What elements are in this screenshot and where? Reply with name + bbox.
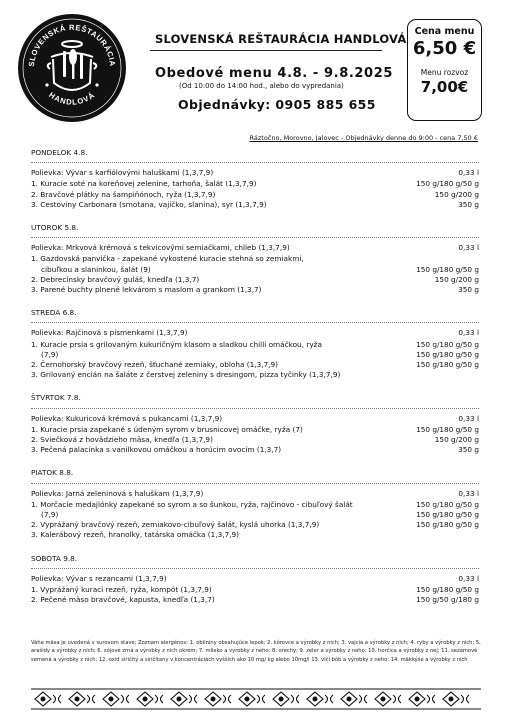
menu-item bbox=[31, 179, 479, 189]
soup-name: Polievka: Rajčinová s písmenkami (1,3,7,9) bbox=[31, 328, 188, 338]
soup-row bbox=[31, 489, 479, 499]
day-section bbox=[31, 553, 479, 606]
menu-item-continued bbox=[31, 350, 479, 360]
item-text: 2. Debrecínsky bravčový guláš, knedľa (1,3,7) bbox=[31, 274, 200, 284]
menu-item bbox=[31, 530, 479, 540]
item-weight: 350 g bbox=[458, 285, 479, 295]
item-text: 3. Pečená palacinka s vanilkovou omáčkou a horúcim ovocím (1,3,7) bbox=[31, 445, 282, 455]
item-text: 1. Gazdovská panvička - zapekané vykostené kuracie stehná so zemiakmi, bbox=[31, 254, 304, 264]
soup-amount: 0,33 l bbox=[458, 168, 479, 178]
item-weight: 150 g/180 g/50 g bbox=[416, 510, 479, 520]
item-weight: 150 g/50 g/180 g bbox=[416, 595, 479, 605]
item-weight: 150 g/180 g/50 g bbox=[416, 264, 479, 274]
restaurant-name: SLOVENSKÁ REŠTAURÁCIA HANDLOVÁ bbox=[155, 32, 407, 46]
day-name: STREDA 6.8. bbox=[31, 308, 479, 323]
menu-item bbox=[31, 200, 479, 210]
item-text: (7,9) bbox=[41, 349, 59, 359]
day-name: SOBOTA 9.8. bbox=[31, 554, 479, 569]
item-weight: 150 g/180 g/50 g bbox=[416, 339, 479, 349]
menu-item bbox=[31, 190, 479, 200]
menu-item bbox=[31, 500, 479, 510]
weekly-menu bbox=[31, 147, 479, 606]
item-weight: 150 g/180 g/50 g bbox=[416, 179, 479, 189]
day-name: UTOROK 5.8. bbox=[31, 223, 479, 238]
soup-name: Polievka: Vývar s karfiólovými haluškami (1,3,7,9) bbox=[31, 168, 214, 178]
day-name: PONDELOK 4.8. bbox=[31, 148, 479, 163]
item-text: cibuľkou a slaninkou, šalát (9) bbox=[41, 264, 151, 274]
soup-row bbox=[31, 414, 479, 424]
soup-row bbox=[31, 168, 479, 178]
menu-item-continued bbox=[31, 265, 479, 275]
restaurant-logo bbox=[17, 13, 127, 123]
item-weight: 150 g/200 g bbox=[434, 435, 479, 445]
menu-item bbox=[31, 360, 479, 370]
soup-amount: 0,33 l bbox=[458, 413, 479, 423]
item-text: 2. Bravčové plátky na šampiňónoch, ryža (1,3,7,9) bbox=[31, 189, 216, 199]
delivery-price-value: 7,00€ bbox=[420, 78, 469, 96]
day-section bbox=[31, 307, 479, 380]
soup-name: Polievka: Kukuricová krémová s pukancami (1,3,7,9) bbox=[31, 413, 223, 423]
item-text: 3. Cestoviny Carbonara (smotana, vajíčko, slanina), syr (1,3,7,9) bbox=[31, 199, 267, 209]
item-text: 2. Sviečková z hovädzieho mäsa, knedľa (1,3,7,9) bbox=[31, 435, 213, 445]
soup-name: Polievka: Vývar s rezancami (1,3,7,9) bbox=[31, 573, 167, 583]
menu-item bbox=[31, 445, 479, 455]
item-text: 3. Parené buchty plnené lekvárom s maslom a grankom (1,3,7) bbox=[31, 285, 262, 295]
item-weight: 150 g/180 g/50 g bbox=[416, 360, 479, 370]
item-weight: 150 g/180 g/50 g bbox=[416, 585, 479, 595]
day-section bbox=[31, 147, 479, 210]
soup-name: Polievka: Mrkvová krémová s tekvicovými semiačkami, chlieb (1,3,7,9) bbox=[31, 243, 290, 253]
menu-item bbox=[31, 340, 479, 350]
hours-note: (Od 10:00 do 14:00 hod., alebo do vypredania) bbox=[179, 82, 344, 90]
header-divider bbox=[150, 50, 382, 51]
delivery-note: Ráztočno, Morovno, Jalovec - Objednávky denne do 9:00 - cena 7,50 € bbox=[249, 134, 478, 142]
item-weight: 150 g/180 g/50 g bbox=[416, 349, 479, 359]
soup-amount: 0,33 l bbox=[458, 573, 479, 583]
item-weight: 350 g bbox=[458, 199, 479, 209]
item-text: 2. Vyprážaný bravčový rezeň, zemiakovo-cibuľový šalát, kyslá uhorka (1,3,7,9) bbox=[31, 520, 320, 530]
menu-item-continued bbox=[31, 510, 479, 520]
logo-ring-bottom-text: HANDLOVÁ bbox=[47, 90, 97, 107]
menu-item bbox=[31, 585, 479, 595]
menu-price-label: Cena menu bbox=[414, 26, 475, 37]
menu-item bbox=[31, 370, 479, 380]
soup-row bbox=[31, 243, 479, 253]
soup-row bbox=[31, 328, 479, 338]
menu-item bbox=[31, 425, 479, 435]
price-box bbox=[407, 19, 482, 121]
item-weight: 150 g/180 g/50 g bbox=[416, 499, 479, 509]
item-text: (7,9) bbox=[41, 510, 59, 520]
item-weight: 150 g/180 g/50 g bbox=[416, 424, 479, 434]
folk-ornament-border bbox=[31, 687, 481, 711]
day-section bbox=[31, 222, 479, 295]
item-text: 1. Kuracie prsia s grilovaným kukuričným klasom a sladkou chilli omáčkou, ryža bbox=[31, 339, 322, 349]
logo-ring-top-text: SLOVENSKÁ REŠTAURÁCIA bbox=[26, 22, 118, 68]
menu-item bbox=[31, 275, 479, 285]
item-weight: 150 g/180 g/50 g bbox=[416, 520, 479, 530]
item-weight: 350 g bbox=[458, 445, 479, 455]
soup-name: Polievka: Jarná zeleninová s haluškam (1,3,7,9) bbox=[31, 488, 204, 498]
item-text: 2. Černohorský bravčový rezeň, šťuchané zemiaky, obloha (1,3,7,9) bbox=[31, 360, 278, 370]
item-text: 3. Kalerábový rezeň, hranolky, tatárska omáčka (1,3,7,9) bbox=[31, 530, 240, 540]
item-text: 1. Kuracie prsia zapekané s údeným syrom v brusnicovej omáčke, ryža (7) bbox=[31, 424, 303, 434]
item-text: 3. Grilovaný encián na šaláte z čerstvej zeleniny s dresingom, pizza tyčinky (1,3,7,9) bbox=[31, 370, 341, 380]
day-section bbox=[31, 392, 479, 455]
item-text: 2. Pečené mäso bravčové, kapusta, knedľa (1,3,7) bbox=[31, 595, 215, 605]
soup-amount: 0,33 l bbox=[458, 243, 479, 253]
day-name: PIATOK 8.8. bbox=[31, 468, 479, 483]
day-section bbox=[31, 467, 479, 540]
item-text: 1. Morčacie medajlónky zapekané so syrom a so šunkou, ryža, rajčinovo - cibuľový šalát bbox=[31, 499, 353, 509]
soup-amount: 0,33 l bbox=[458, 488, 479, 498]
menu-item bbox=[31, 435, 479, 445]
delivery-price-label: Menu rozvoz bbox=[420, 68, 469, 77]
item-weight: 150 g/200 g bbox=[434, 274, 479, 284]
day-name: ŠTVRTOK 7.8. bbox=[31, 393, 479, 408]
item-weight: 150 g/200 g bbox=[434, 189, 479, 199]
soup-row bbox=[31, 574, 479, 584]
soup-amount: 0,33 l bbox=[458, 328, 479, 338]
item-text: 1. Vyprážaný kurací rezeň, ryža, kompót (1,3,7,9) bbox=[31, 585, 212, 595]
menu-price-value: 6,50 € bbox=[412, 38, 477, 59]
orders-phone: Objednávky: 0905 885 655 bbox=[178, 97, 376, 112]
menu-item bbox=[31, 285, 479, 295]
menu-item bbox=[31, 520, 479, 530]
item-text: 1. Kuracie soté na koreňovej zelenine, tarhoňa, šalát (1,3,7,9) bbox=[31, 179, 257, 189]
menu-item bbox=[31, 595, 479, 605]
menu-item bbox=[31, 254, 479, 264]
week-title: Obedové menu 4.8. - 9.8.2025 bbox=[155, 66, 393, 81]
allergen-footnote: Váha mäsa je uvedená v surovom stave; Zoznam alergénov: 1. obilniny obsahujúce lepok; 2. kôrovce a výrobky z nich; 3. vajcia a výrobky z nich; 4. ryby a výrobky z nich; 5. arašidy a výrobky z nich; 6. sójové zrná a výrobky z nich okrem; 7. mlieko a výrobky z neho; 8. orechy; 9. zeler a výrobky z neho; 10. horčica a výrobky z nej; 11. sezamové semená a výrobky z nich; 12. oxid siričitý a siričitany v koncentráciách vyšších ako 10 mg/ kg alebo 10mg/l 13. vlčí bôb a výrobky z neho; 14. mäkkýše a výrobky z nich bbox=[31, 640, 481, 663]
